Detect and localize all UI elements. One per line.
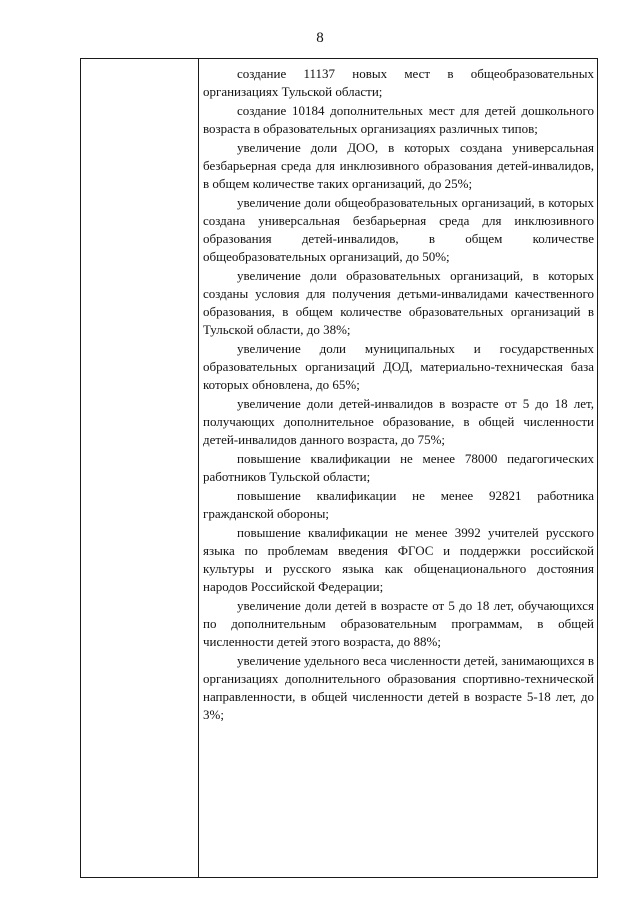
list-item: увеличение доли образовательных организаций, в которых созданы условия для получения детьми-инвалидами качественного образования, в общем количестве образовательных организаций в Тульской области, до 38%; [203, 268, 594, 337]
list-item: повышение квалификации не менее 3992 учителей русского языка по проблемам введения ФГОС и поддержки российской культуры и русского языка как общенационального достояния народов Российской Федерации; [203, 525, 594, 594]
document-table [80, 58, 598, 878]
content-cell [203, 65, 594, 725]
list-item: создание 11137 новых мест в общеобразовательных организациях Тульской области; [203, 66, 594, 99]
list-item: увеличение доли детей-инвалидов в возрасте от 5 до 18 лет, получающих дополнительное образование, в общей численности детей-инвалидов данного возраста, до 75%; [203, 396, 594, 447]
list-item: создание 10184 дополнительных мест для детей дошкольного возраста в образовательных организациях различных типов; [203, 103, 594, 136]
list-item: увеличение доли муниципальных и государственных образовательных организаций ДОД, материально-техническая база которых обновлена, до 65%; [203, 341, 594, 392]
list-item: повышение квалификации не менее 78000 педагогических работников Тульской области; [203, 451, 594, 484]
list-item: увеличение удельного веса численности детей, занимающихся в организациях дополнительного образования спортивно-технической направленности, в общей численности детей в возрасте 5-18 лет, до 3%; [203, 653, 594, 722]
list-item: увеличение доли общеобразовательных организаций, в которых создана универсальная безбарьерная среда для инклюзивного образования детей-инвалидов, в общем количестве общеобразовательных организаций, до 50%; [203, 195, 594, 264]
list-item: повышение квалификации не менее 92821 работника гражданской обороны; [203, 488, 594, 521]
list-item: увеличение доли детей в возрасте от 5 до 18 лет, обучающихся по дополнительным образовательным программам, в общей численности детей этого возраста, до 88%; [203, 598, 594, 649]
page-number: 8 [316, 30, 324, 46]
column-divider [198, 59, 199, 877]
list-item: увеличение доли ДОО, в которых создана универсальная безбарьерная среда для инклюзивного образования детей-инвалидов, в общем количестве таких организаций, до 25%; [203, 140, 594, 191]
